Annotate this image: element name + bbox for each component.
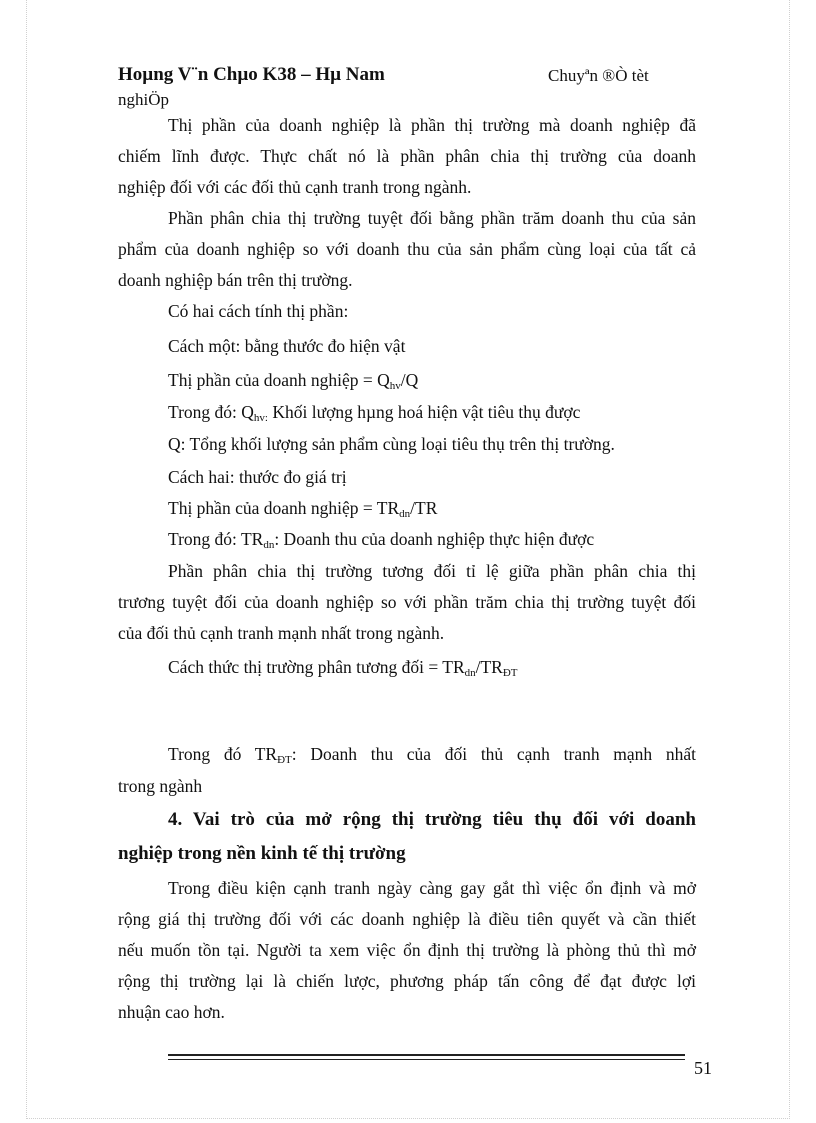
paragraph-line: Phần phân chia thị trường tương đối tỉ lệ giữa phần phân chia thị [168,561,696,581]
footer-rule [168,1054,685,1056]
paragraph-line: chiếm lĩnh được. Thực chất nó là phần phân chia thị trường của doanh [118,146,696,166]
paragraph-line: doanh nghiệp bán trên thị trường. [118,270,353,290]
formula-market-share-quantity: Thị phần của doanh nghiệp = $Q_{hv}/Q$ [168,370,419,392]
header-author: Hoµng V¨n Chµo K38 – Hµ Nam [118,64,385,85]
formula-definition: Trong đó: $Q_{hv:}$ Khối lượng hµng hoá hiện vật tiêu thụ được [168,402,581,424]
formula-definition: Trong đó: $TR_{dn}$: Doanh thu của doanh nghiệp thực hiện được [168,529,595,551]
paragraph-line: phẩm của doanh nghiệp so với doanh thu của sản phẩm cùng loại của tất cả [118,239,696,259]
section-heading: 4. Vai trò của mở rộng thị trường tiêu thụ đối với doanh [168,809,696,830]
page-number: 51 [694,1058,712,1078]
paragraph-line: Phần phân chia thị trường tuyệt đối bằng phần trăm doanh thu của sản [168,208,696,228]
text-line: Q: Tổng khối lượng sản phẩm cùng loại tiêu thụ trên thị trường. [168,434,615,454]
paragraph-line: rộng giá thị trường đối với các doanh nghiệp là điều tiên quyết và cần thiết [118,909,696,929]
text-line: Có hai cách tính thị phần: [168,301,349,321]
paragraph-line: nhuận cao hơn. [118,1002,225,1022]
section-heading: nghiệp trong nền kinh tế thị trường [118,843,406,864]
footer-rule [168,1059,685,1060]
text-line: trong ngành [118,776,203,796]
paragraph-line: trương tuyệt đối của doanh nghiệp so với phần trăm chia thị trường tuyệt đối [118,592,696,612]
header-title: Chuyªn ®Ò tèt [548,66,649,85]
paragraph-line: nghiệp đối với các đối thủ cạnh tranh trong ngành. [118,177,472,197]
text-line: Cách hai: thước đo giá trị [168,467,347,487]
paragraph-line: Trong điều kiện cạnh tranh ngày càng gay gắt thì việc ổn định và mở [168,878,696,898]
formula-definition: Trong đó $TR_{ĐT}$: Doanh thu của đối thủ cạnh tranh mạnh nhất [168,744,696,766]
text-line: Cách một: bằng thước đo hiện vật [168,336,406,356]
paragraph-line: Thị phần của doanh nghiệp là phần thị trường mà doanh nghiệp đã [168,115,696,135]
formula-relative-share: Cách thức thị trường phân tương đối = $TR_{dn}/TR_{ĐT}$ [168,657,518,679]
formula-market-share-value: Thị phần của doanh nghiệp = $TR_{dn}/TR$ [168,498,438,520]
paragraph-line: nếu muốn tồn tại. Người ta xem việc ổn định thị trường là phòng thủ thì mở [118,940,696,960]
paragraph-line: rộng thị trường lại là chiến lược, phương pháp tấn công để đạt được lợi [118,971,696,991]
header-title-cont: nghiÖp [118,90,169,109]
paragraph-line: của đối thủ cạnh tranh mạnh nhất trong ngành. [118,623,445,643]
